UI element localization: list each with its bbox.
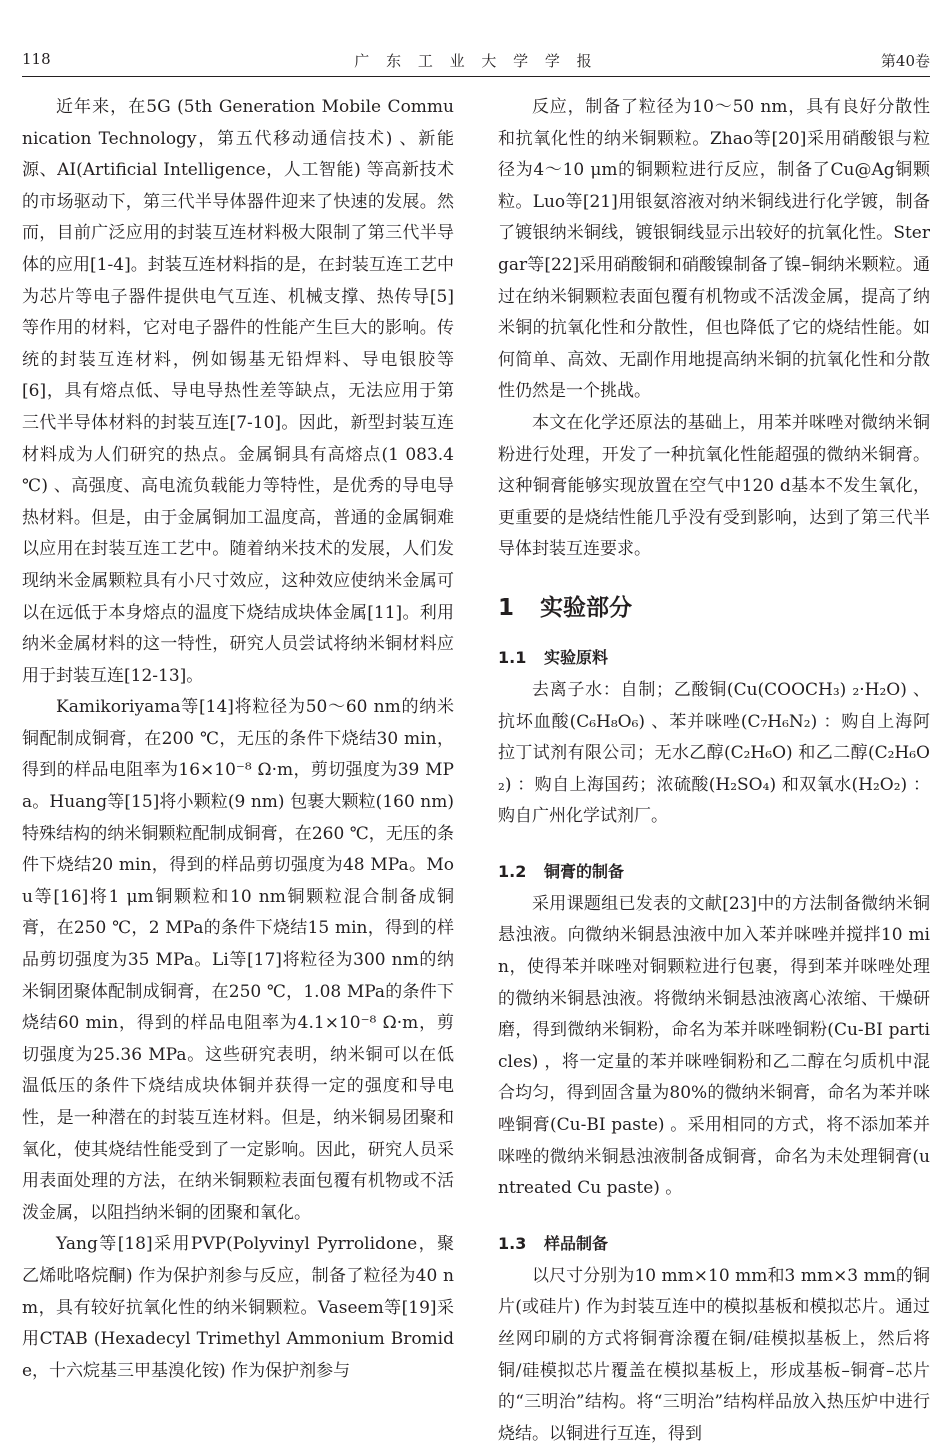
intro-paragraph-1: 近年来，在5G (5th Generation Mobile Communication Technology，第五代移动通信技术) 、新能源、AI(Artificial Intelligence，人工智能) 等高新技术的市场驱动下，第三代半导体器件迎来了快速的发展。然而，目前广泛应用的封装互连材料极大限制了第三代半导体的应用[1-4]。封装互连材料指的是，在封装互连工艺中为芯片等电子器件提供电气互连、机械支撑、热传导[5]等作用的材料，它对电子器件的性能产生巨大的影响。传统的封装互连材料，例如锡基无铅焊料、导电银胶等[6]，具有熔点低、导电导热性差等缺点，无法应用于第三代半导体材料的封装互连[7-10]。因此，新型封装互连材料成为人们研究的热点。金属铜具有高熔点(1 083.4 ℃) 、高强度、高电流负载能力等特性，是优秀的导电导热材料。但是，由于金属铜加工温度高，普通的金属铜难以应用在封装互连工艺中。随着纳米技术的发展，人们发现纳米金属颗粒具有小尺寸效应，这种效应使纳米金属可以在远低于本身熔点的温度下烧结成块体金属[11]。利用纳米金属材料的这一特性，研究人员尝试将纳米铜材料应用于封装互连[12-13]。 bbox=[22, 97, 454, 686]
subsection-number: 1.2 bbox=[498, 861, 527, 881]
paste-prep-paragraph: 采用课题组已发表的文献[23]中的方法制备微纳米铜悬浊液。向微纳米铜悬浊液中加入苯并咪唑并搅拌10 min，使得苯并咪唑对铜颗粒进行包裹，得到苯并咪唑处理的微纳米铜悬浊液。将微纳米铜悬浊液离心浓缩、干燥研磨，得到微纳米铜粉，命名为苯并咪唑铜粉(Cu-BI particles) ，将一定量的苯并咪唑铜粉和乙二醇在匀质机中混合均匀，得到固含量为80%的微纳米铜膏，命名为苯并咪唑铜膏(Cu-BI paste) 。采用相同的方式，将不添加苯并咪唑的微纳米铜悬浊液制备成铜膏，命名为未处理铜膏(untreated Cu paste) 。 bbox=[498, 893, 930, 1199]
section-number: 1 bbox=[498, 594, 515, 621]
subsection-heading-1-1 bbox=[498, 645, 930, 671]
left-column bbox=[22, 92, 454, 1387]
page-number: 118 bbox=[22, 50, 51, 68]
section-title: 实验部分 bbox=[540, 594, 632, 621]
intro-paragraph-4: 反应，制备了粒径为10～50 nm，具有良好分散性和抗氧化性的纳米铜颗粒。Zhao等[20]采用硝酸银与粒径为4～10 μm的铜颗粒进行反应，制备了Cu@Ag铜颗粒。Luo等[21]用银氨溶液对纳米铜线进行化学镀，制备了镀银纳米铜线，镀银铜线显示出较好的抗氧化性。Stergar等[22]采用硝酸铜和硝酸镍制备了镍–铜纳米颗粒。通过在纳米铜颗粒表面包覆有机物或不活泼金属，提高了纳米铜的抗氧化性和分散性，但也降低了它的烧结性能。如何简单、高效、无副作用地提高纳米铜的抗氧化性和分散性仍然是一个挑战。 bbox=[498, 97, 930, 402]
subsection-title: 样品制备 bbox=[544, 1233, 609, 1253]
sample-prep-paragraph: 以尺寸分别为10 mm×10 mm和3 mm×3 mm的铜片(或硅片) 作为封装互连中的模拟基板和模拟芯片。通过丝网印刷的方式将铜膏涂覆在铜/硅模拟基板上，然后将铜/硅模拟芯片覆盖在模拟基板上，形成基板–铜膏–芯片的“三明治”结构。将“三明治”结构样品放入热压炉中进行烧结。以铜进行互连，得到 bbox=[498, 1265, 930, 1444]
subsection-number: 1.3 bbox=[498, 1233, 527, 1253]
running-header bbox=[22, 50, 930, 77]
subsection-number: 1.1 bbox=[498, 647, 527, 667]
materials-paragraph: 去离子水：自制；乙酸铜(Cu(COOCH₃) ₂·H₂O) 、抗坏血酸(C₆H₈O₆) 、苯并咪唑(C₇H₆N₂) ：购自上海阿拉丁试剂有限公司；无水乙醇(C₂H₆O) 和乙二醇(C₂H₆O₂) ：购自上海国药；浓硫酸(H₂SO₄) 和双氧水(H₂O₂) ：购自广州化学试剂厂。 bbox=[498, 679, 930, 827]
subsection-title: 实验原料 bbox=[544, 647, 609, 667]
subsection-heading-1-3 bbox=[498, 1231, 930, 1257]
section-heading-1 bbox=[498, 593, 930, 623]
intro-paragraph-3: Yang等[18]采用PVP(Polyvinyl Pyrrolidone，聚乙烯吡咯烷酮) 作为保护剂参与反应，制备了粒径为40 nm，具有较好抗氧化性的纳米铜颗粒。Vaseem等[19]采用CTAB (Hexadecyl Trimethyl Ammonium Bromide，十六烷基三甲基溴化铵) 作为保护剂参与 bbox=[22, 1234, 454, 1381]
right-column bbox=[498, 92, 930, 1450]
subsection-title: 铜膏的制备 bbox=[544, 861, 625, 881]
journal-name: 广 东 工 业 大 学 学 报 bbox=[354, 52, 598, 70]
intro-paragraph-2: Kamikoriyama等[14]将粒径为50～60 nm的纳米铜配制成铜膏，在200 ℃，无压的条件下烧结30 min，得到的样品电阻率为16×10⁻⁸ Ω·m，剪切强度为39 MPa。Huang等[15]将小颗粒(9 nm) 包裹大颗粒(160 nm) 特殊结构的纳米铜颗粒配制成铜膏，在260 ℃，无压的条件下烧结20 min，得到的样品剪切强度为48 MPa。Mou等[16]将1 μm铜颗粒和10 nm铜颗粒混合制备成铜膏，在250 ℃，2 MPa的条件下烧结15 min，得到的样品剪切强度为35 MPa。Li等[17]将粒径为300 nm的纳米铜团聚体配制成铜膏，在250 ℃，1.08 MPa的条件下烧结60 min，得到的样品电阻率为4.1×10⁻⁸ Ω·m，剪切强度为25.36 MPa。这些研究表明，纳米铜可以在低温低压的条件下烧结成块体铜并获得一定的强度和导电性，是一种潜在的封装互连材料。但是，纳米铜易团聚和氧化，使其烧结性能受到了一定影响。因此，研究人员采用表面处理的方法，在纳米铜颗粒表面包覆有机物或不活泼金属，以阻挡纳米铜的团聚和氧化。 bbox=[22, 697, 454, 1223]
volume-label: 第40卷 bbox=[880, 52, 930, 70]
intro-paragraph-5: 本文在化学还原法的基础上，用苯并咪唑对微纳米铜粉进行处理，开发了一种抗氧化性能超强的微纳米铜膏。这种铜膏能够实现放置在空气中120 d基本不发生氧化，更重要的是烧结性能几乎没有受到影响，达到了第三代半导体封装互连要求。 bbox=[498, 412, 930, 560]
subsection-heading-1-2 bbox=[498, 859, 930, 885]
